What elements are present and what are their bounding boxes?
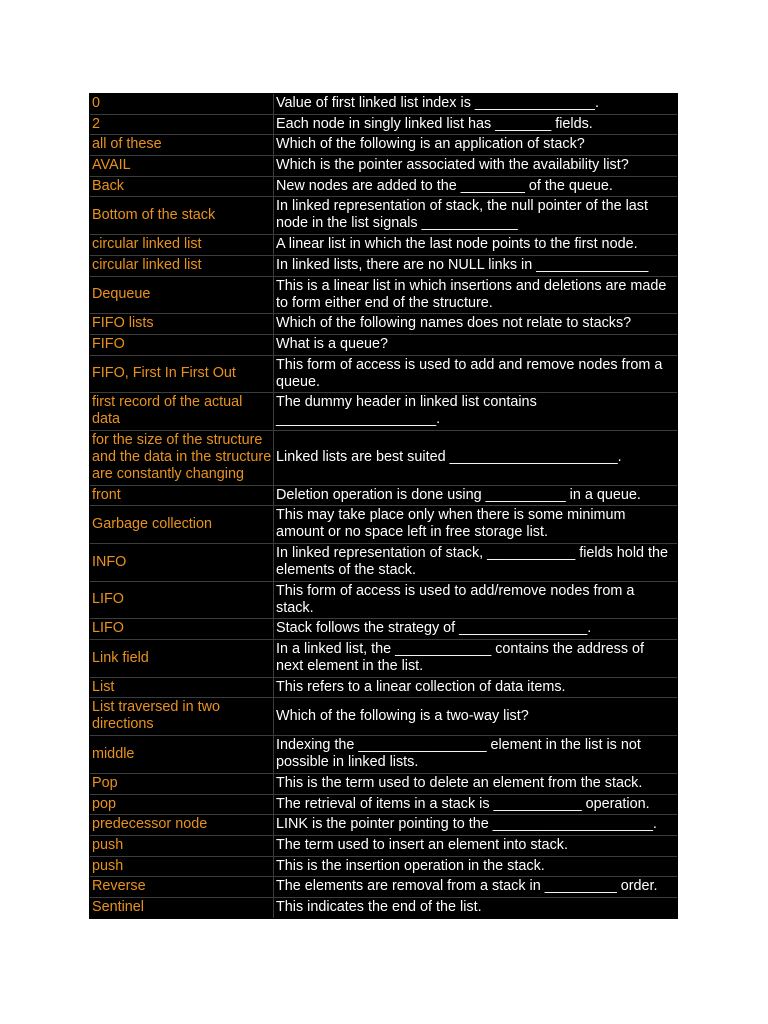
flashcard-row xyxy=(90,581,677,619)
flashcard-row xyxy=(90,196,677,234)
question-definition-cell: This is the insertion operation in the stack. xyxy=(274,856,677,877)
flashcard-row xyxy=(90,677,677,698)
question-definition-cell: Value of first linked list index is _______________. xyxy=(276,95,599,111)
answer-term-cell: FIFO xyxy=(90,334,274,355)
question-definition-cell: Indexing the ________________ element in the list is not possible in linked lists. xyxy=(274,735,677,773)
flashcard-row xyxy=(90,430,677,485)
answer-term-cell: all of these xyxy=(90,134,274,155)
flashcard-row xyxy=(90,155,677,176)
answer-term-cell: first record of the actual data xyxy=(90,392,274,430)
answer-term-cell: push xyxy=(90,835,274,856)
answer-term-cell: Sentinel xyxy=(90,897,274,918)
flashcard-row xyxy=(90,276,677,314)
flashcard-row xyxy=(90,485,677,506)
question-definition-cell: Which of the following is a two-way list? xyxy=(274,697,677,735)
flashcard-row xyxy=(90,835,677,856)
flashcard-row xyxy=(90,255,677,276)
answer-term-cell: Garbage collection xyxy=(90,505,274,543)
flashcard-row xyxy=(90,114,677,135)
answer-term-cell: circular linked list xyxy=(90,234,274,255)
question-definition-cell: This refers to a linear collection of data items. xyxy=(274,677,677,698)
answer-term-cell: Pop xyxy=(90,773,274,794)
question-definition-cell: The elements are removal from a stack in _________ order. xyxy=(274,876,677,897)
answer-term-cell: LIFO xyxy=(90,581,274,619)
answer-term-cell: circular linked list xyxy=(90,255,274,276)
flashcard-table xyxy=(89,93,678,919)
answer-term-cell: push xyxy=(90,856,274,877)
question-definition-cell: Which is the pointer associated with the availability list? xyxy=(274,155,677,176)
question-definition-cell: This indicates the end of the list. xyxy=(274,897,677,918)
flashcard-row xyxy=(90,505,677,543)
question-definition-cell: Which of the following is an application of stack? xyxy=(274,134,677,155)
flashcard-row xyxy=(90,94,677,114)
question-definition-cell: What is a queue? xyxy=(274,334,677,355)
answer-term-cell: List xyxy=(90,677,274,698)
answer-term-cell: 2 xyxy=(90,114,274,135)
flashcard-row xyxy=(90,392,677,430)
question-definition-cell: Linked lists are best suited _____________________. xyxy=(274,430,677,485)
flashcard-row xyxy=(90,794,677,815)
answer-term-cell: AVAIL xyxy=(90,155,274,176)
question-definition-cell: This form of access is used to add and remove nodes from a queue. xyxy=(274,355,677,393)
question-definition-cell: The term used to insert an element into stack. xyxy=(274,835,677,856)
answer-term-cell: predecessor node xyxy=(90,814,274,835)
answer-term-cell: FIFO lists xyxy=(90,313,274,334)
answer-term-cell: pop xyxy=(90,794,274,815)
flashcard-row xyxy=(90,814,677,835)
question-definition-cell: Stack follows the strategy of ________________. xyxy=(274,618,677,639)
question-definition-cell: This may take place only when there is some minimum amount or no space left in free storage list. xyxy=(274,505,677,543)
question-definition-cell: In linked lists, there are no NULL links in ______________ xyxy=(274,255,677,276)
answer-term-cell: Bottom of the stack xyxy=(90,196,274,234)
question-definition-cell: In a linked list, the ____________ contains the address of next element in the list. xyxy=(274,639,677,677)
answer-term-cell: List traversed in two directions xyxy=(90,697,274,735)
question-definition-cell: The retrieval of items in a stack is ___________ operation. xyxy=(274,794,677,815)
answer-term-cell: Back xyxy=(90,176,274,197)
answer-term-cell: Dequeue xyxy=(90,276,274,314)
flashcard-row xyxy=(90,735,677,773)
question-definition-cell: This is a linear list in which insertions and deletions are made to form either end of the structure. xyxy=(274,276,677,314)
answer-term-cell: 0 xyxy=(90,94,274,114)
question-definition-cell: Each node in singly linked list has _______ fields. xyxy=(274,114,677,135)
answer-term-cell: FIFO, First In First Out xyxy=(90,355,274,393)
question-definition-cell: Which of the following names does not relate to stacks? xyxy=(274,313,677,334)
flashcard-row xyxy=(90,176,677,197)
question-definition-cell: This is the term used to delete an element from the stack. xyxy=(274,773,677,794)
flashcard-row xyxy=(90,543,677,581)
question-definition-cell: In linked representation of stack, ___________ fields hold the elements of the stack. xyxy=(274,543,677,581)
flashcard-row xyxy=(90,313,677,334)
flashcard-table-body xyxy=(90,94,677,918)
question-definition-cell: In linked representation of stack, the null pointer of the last node in the list signals ____________ xyxy=(274,196,677,234)
flashcard-row xyxy=(90,856,677,877)
answer-term-cell: LIFO xyxy=(90,618,274,639)
flashcard-row xyxy=(90,334,677,355)
question-definition-cell: A linear list in which the last node points to the first node. xyxy=(274,234,677,255)
question-definition-cell: LINK is the pointer pointing to the ____________________. xyxy=(274,814,677,835)
flashcard-row xyxy=(90,134,677,155)
flashcard-row xyxy=(90,876,677,897)
flashcard-row xyxy=(90,639,677,677)
flashcard-row xyxy=(90,355,677,393)
answer-term-cell: for the size of the structure and the data in the structure are constantly changing xyxy=(90,430,274,485)
flashcard-row xyxy=(90,234,677,255)
flashcard-row xyxy=(90,618,677,639)
answer-term-cell: Reverse xyxy=(90,876,274,897)
answer-term-cell: middle xyxy=(90,735,274,773)
flashcard-row xyxy=(90,773,677,794)
question-definition-cell: New nodes are added to the ________ of the queue. xyxy=(274,176,677,197)
answer-term-cell: INFO xyxy=(90,543,274,581)
answer-term-cell: Link field xyxy=(90,639,274,677)
flashcard-row xyxy=(90,697,677,735)
question-definition-cell: The dummy header in linked list contains ____________________. xyxy=(274,392,677,430)
question-definition-cell: Deletion operation is done using __________ in a queue. xyxy=(274,485,677,506)
answer-term-cell: front xyxy=(90,485,274,506)
question-definition-cell: This form of access is used to add/remove nodes from a stack. xyxy=(274,581,677,619)
flashcard-row xyxy=(90,897,677,918)
